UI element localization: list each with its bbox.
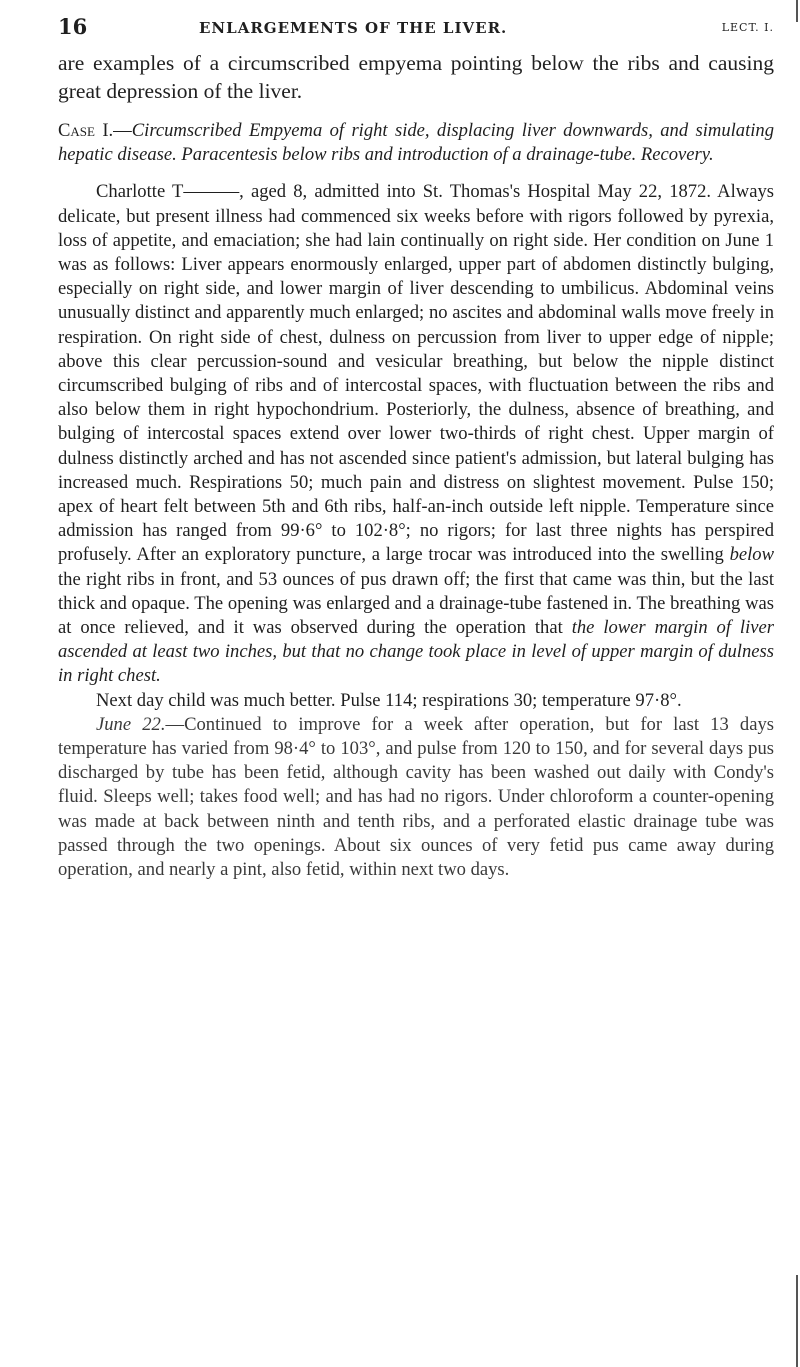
case-title-part-2: ribs and introduction of a drainage-tube. Recovery. xyxy=(326,144,714,166)
page-edge-line-bottom xyxy=(796,1275,798,1367)
case-history-emphasis-liver: the lower margin of liver ascended at least two inches, but that no change took place in level of upper margin of dulness in right chest. xyxy=(58,617,774,687)
lecture-marker: LECT. I. xyxy=(721,21,774,34)
running-head xyxy=(58,16,774,38)
next-day-paragraph: Next day child was much better. Pulse 114; respirations 30; temperature 97·8°. xyxy=(96,689,682,711)
case-dash: — xyxy=(113,120,132,141)
case-title-part-1: Circumscribed Empyema of right side, displacing liver downwards, and simulating hepatic disease. Paracentesis xyxy=(58,120,775,166)
case-history-emphasis-below: below xyxy=(729,544,774,566)
opening-paragraph: are examples of a circumscribed empyema pointing below the ribs and causing great depression of the liver. xyxy=(58,51,774,103)
page-number: 16 xyxy=(58,14,88,39)
case-title-emphasis: below xyxy=(282,144,327,166)
page-edge-line-top xyxy=(796,0,798,22)
running-title: ENLARGEMENTS OF THE LIVER. xyxy=(199,19,508,37)
case-history-text-1: Charlotte T———, aged 8, admitted into St. Thomas's Hospital May 22, 1872. Always delicate, but present illness had commenced six weeks before with rigors followed by pyrexia, loss of appetite, and emaciation; she had lain continually on right side. Her condition on June 1 was as follows: Liver appears enormously enlarged, upper part of abdomen distinctly bulging, especially on right side, and lower margin of liver descending to umbilicus. Abdominal veins unusually distinct and apparently much enlarged; no ascites and abdominal walls move freely in respiration. On right side of chest, dulness on percussion from liver to upper edge of nipple; above this clear percussion-sound and vesicular breathing, but below the nipple distinct circumscribed bulging of ribs and of intercostal spaces, with fluctuation between the ribs and also below them in right hypochondrium. Posteriorly, the dulness, absence of breathing, and bulging of intercostal spaces extend over lower two-thirds of right chest. Upper margin of dulness distinctly arched and has not ascended since patient's admission, but lateral bulging has increased much. Respirations 50; much pain and distress on slightest movement. Pulse 150; apex of heart felt between 5th and 6th ribs, half-an-inch outside left nipple. Temperature since admission has ranged from 99·6° to 102·8°; no rigors; for last three nights has perspired profusely. After an exploratory puncture, a large trocar was introduced into the swelling xyxy=(58,181,774,566)
case-history-text-2: the right ribs in front, and 53 ounces of pus drawn off; the first that came was thin, but the last thick and opaque. The opening was enlarged and a drainage-tube fastened in. The breathing was at once relieved, and it was observed during the operation that xyxy=(58,568,774,639)
june-22-paragraph xyxy=(58,713,774,882)
case-history-paragraph xyxy=(58,180,774,688)
case-label: Case I. xyxy=(58,120,114,141)
book-page xyxy=(58,0,774,1367)
body-text xyxy=(58,50,774,882)
case-heading xyxy=(58,119,774,167)
june-22-text: —Continued to improve for a week after operation, but for last 13 days temperature has varied from 98·4° to 103°, and pulse from 120 to 150, and for several days pus discharged by tube has been fetid, although cavity has been washed out daily with Condy's fluid. Sleeps well; takes food well; and has had no rigors. Under chloroform a counter-opening was made at back between ninth and tenth ribs, and a perforated elastic drainage tube was passed through the two openings. About six ounces of very fetid pus came away during operation, and nearly a pint, also fetid, within next two days. xyxy=(58,713,774,881)
june-22-date: June 22. xyxy=(96,713,166,735)
